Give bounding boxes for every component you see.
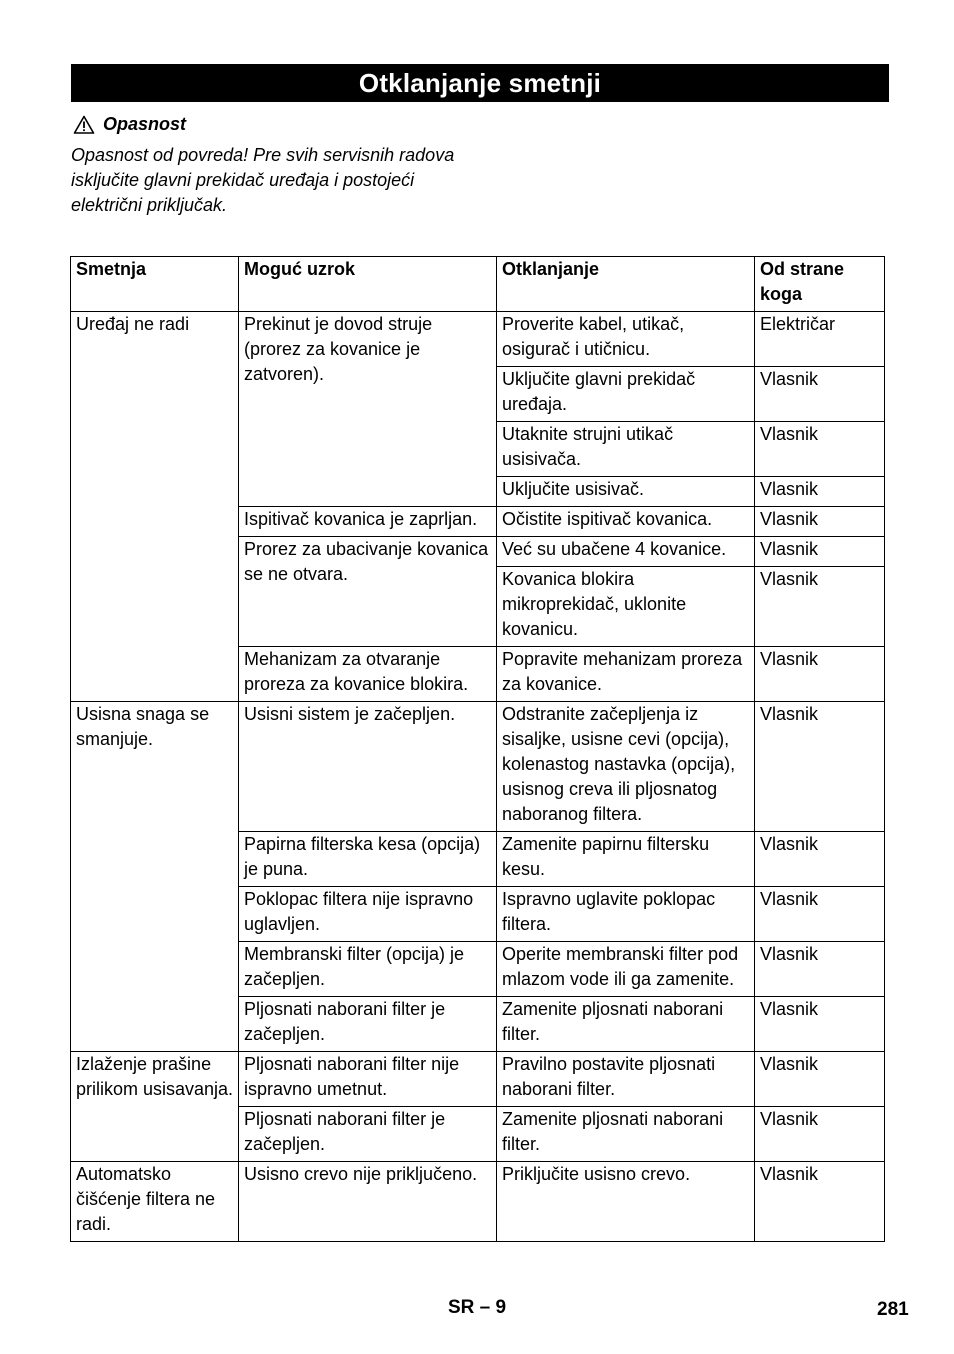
- cause-cell: Poklopac filtera nije ispravno uglavljen.: [239, 887, 497, 942]
- header-responsible: Od strane koga: [755, 257, 885, 312]
- remedy-cell: Operite membranski filter pod mlazom vode ili ga zamenite.: [497, 942, 755, 997]
- remedy-cell: Odstranite začepljenja iz sisaljke, usisne cevi (opcija), kolenastog nastavka (opcija), usisnog creva ili pljosnatog naboranog filtera.: [497, 702, 755, 832]
- table-header-row: [71, 257, 885, 312]
- responsible-cell: Vlasnik: [755, 832, 885, 887]
- header-cause: Moguć uzrok: [239, 257, 497, 312]
- page-title-bar: [71, 64, 889, 102]
- responsible-cell: Vlasnik: [755, 537, 885, 567]
- remedy-cell: Uključite glavni prekidač uređaja.: [497, 367, 755, 422]
- footer-section-label: SR – 9: [448, 1297, 507, 1318]
- fault-cell: Automatsko čišćenje filtera ne radi.: [71, 1162, 239, 1242]
- responsible-cell: Vlasnik: [755, 702, 885, 832]
- remedy-cell: Zamenite papirnu filtersku kesu.: [497, 832, 755, 887]
- remedy-cell: Očistite ispitivač kovanica.: [497, 507, 755, 537]
- table-row: [71, 312, 885, 367]
- responsible-cell: Vlasnik: [755, 997, 885, 1052]
- header-remedy: Otklanjanje: [497, 257, 755, 312]
- cause-cell: Membranski filter (opcija) je začepljen.: [239, 942, 497, 997]
- cause-cell: Ispitivač kovanica je zaprljan.: [239, 507, 497, 537]
- remedy-cell: Kovanica blokira mikroprekidač, uklonite kovanicu.: [497, 567, 755, 647]
- responsible-cell: Vlasnik: [755, 1162, 885, 1242]
- remedy-cell: Popravite mehanizam proreza za kovanice.: [497, 647, 755, 702]
- fault-cell: Usisna snaga se smanjuje.: [71, 702, 239, 1052]
- cause-cell: Prorez za ubacivanje kovanica se ne otvara.: [239, 537, 497, 647]
- fault-cell: Uređaj ne radi: [71, 312, 239, 702]
- remedy-cell: Proverite kabel, utikač, osigurač i utičnicu.: [497, 312, 755, 367]
- responsible-cell: Vlasnik: [755, 942, 885, 997]
- cause-cell: Prekinut je dovod struje (prorez za kovanice je zatvoren).: [239, 312, 497, 507]
- warning-triangle-icon: [73, 115, 95, 134]
- warning-heading: [73, 114, 186, 135]
- responsible-cell: Vlasnik: [755, 1052, 885, 1107]
- remedy-cell: Uključite usisivač.: [497, 477, 755, 507]
- cause-cell: Mehanizam za otvaranje proreza za kovanice blokira.: [239, 647, 497, 702]
- remedy-cell: Zamenite pljosnati naborani filter.: [497, 997, 755, 1052]
- responsible-cell: Vlasnik: [755, 507, 885, 537]
- remedy-cell: Priključite usisno crevo.: [497, 1162, 755, 1242]
- cause-cell: Pljosnati naborani filter je začepljen.: [239, 997, 497, 1052]
- table-row: [71, 1052, 885, 1107]
- cause-cell: Usisno crevo nije priključeno.: [239, 1162, 497, 1242]
- table-row: [71, 1162, 885, 1242]
- warning-text: Opasnost od povreda! Pre svih servisnih radova isključite glavni prekidač uređaja i postojeći električni priključak.: [71, 145, 455, 215]
- troubleshooting-table: [70, 256, 885, 1242]
- responsible-cell: Vlasnik: [755, 567, 885, 647]
- cause-cell: Usisni sistem je začepljen.: [239, 702, 497, 832]
- header-fault: Smetnja: [71, 257, 239, 312]
- responsible-cell: Električar: [755, 312, 885, 367]
- responsible-cell: Vlasnik: [755, 647, 885, 702]
- remedy-cell: Utaknite strujni utikač usisivača.: [497, 422, 755, 477]
- responsible-cell: Vlasnik: [755, 422, 885, 477]
- footer-page-number: 281: [877, 1299, 909, 1320]
- responsible-cell: Vlasnik: [755, 477, 885, 507]
- warning-heading-label: Opasnost: [103, 114, 187, 134]
- fault-cell: Izlaženje prašine prilikom usisavanja.: [71, 1052, 239, 1162]
- table-row: [71, 702, 885, 832]
- responsible-cell: Vlasnik: [755, 887, 885, 942]
- remedy-cell: Zamenite pljosnati naborani filter.: [497, 1107, 755, 1162]
- page-title: Otklanjanje smetnji: [358, 67, 602, 98]
- responsible-cell: Vlasnik: [755, 1107, 885, 1162]
- cause-cell: Pljosnati naborani filter nije ispravno umetnut.: [239, 1052, 497, 1107]
- remedy-cell: Ispravno uglavite poklopac filtera.: [497, 887, 755, 942]
- cause-cell: Pljosnati naborani filter je začepljen.: [239, 1107, 497, 1162]
- cause-cell: Papirna filterska kesa (opcija) je puna.: [239, 832, 497, 887]
- remedy-cell: Već su ubačene 4 kovanice.: [497, 537, 755, 567]
- responsible-cell: Vlasnik: [755, 367, 885, 422]
- remedy-cell: Pravilno postavite pljosnati naborani filter.: [497, 1052, 755, 1107]
